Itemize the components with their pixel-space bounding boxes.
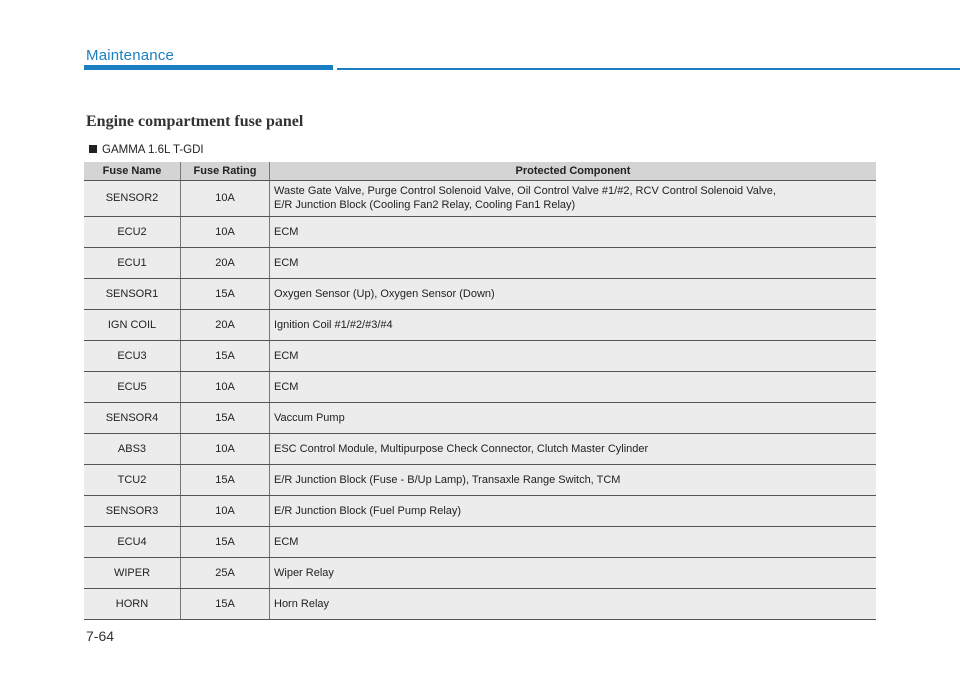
fuse-rating-cell: 10A [181,495,270,526]
protected-component-cell: ECM [270,371,877,402]
square-bullet-icon [89,145,97,153]
fuse-name-cell: ECU1 [84,247,181,278]
fuse-rating-cell: 25A [181,557,270,588]
table-row [84,588,876,619]
fuse-name-cell: SENSOR1 [84,278,181,309]
table-header-row [84,162,876,180]
component-line-2: E/R Junction Block (Cooling Fan2 Relay, Cooling Fan1 Relay) [274,199,576,211]
protected-component-cell: Ignition Coil #1/#2/#3/#4 [270,309,877,340]
protected-component-cell: Horn Relay [270,588,877,619]
fuse-name-cell: SENSOR2 [84,180,181,216]
protected-component-cell: ECM [270,526,877,557]
section-header-label: Maintenance [86,47,175,64]
fuse-table [84,162,876,620]
engine-variant-label [89,144,204,156]
fuse-rating-cell: 20A [181,309,270,340]
table-row [84,180,876,216]
table-row [84,371,876,402]
table-row [84,216,876,247]
table-row [84,557,876,588]
fuse-name-cell: IGN COIL [84,309,181,340]
fuse-rating-cell: 20A [181,247,270,278]
column-header-fuse-name: Fuse Name [84,162,181,180]
table-row [84,309,876,340]
table-row [84,402,876,433]
fuse-name-cell: ABS3 [84,433,181,464]
protected-component-cell: Vaccum Pump [270,402,877,433]
protected-component-cell: ECM [270,216,877,247]
fuse-rating-cell: 15A [181,588,270,619]
fuse-rating-cell: 10A [181,433,270,464]
fuse-name-cell: HORN [84,588,181,619]
fuse-name-cell: SENSOR4 [84,402,181,433]
fuse-name-cell: TCU2 [84,464,181,495]
fuse-rating-cell: 15A [181,402,270,433]
fuse-name-cell: ECU5 [84,371,181,402]
fuse-rating-cell: 15A [181,340,270,371]
protected-component-cell: Wiper Relay [270,557,877,588]
fuse-rating-cell: 10A [181,180,270,216]
engine-variant-text: GAMMA 1.6L T-GDI [102,144,204,156]
table-row [84,433,876,464]
fuse-name-cell: ECU2 [84,216,181,247]
header-accent-bar [84,65,333,70]
protected-component-cell: E/R Junction Block (Fuse - B/Up Lamp), Transaxle Range Switch, TCM [270,464,877,495]
fuse-rating-cell: 15A [181,278,270,309]
protected-component-cell: E/R Junction Block (Fuel Pump Relay) [270,495,877,526]
component-line-1: Waste Gate Valve, Purge Control Solenoid Valve, Oil Control Valve #1/#2, RCV Control Solenoid Valve, [274,185,776,197]
header-rule [337,68,960,70]
table-row [84,247,876,278]
fuse-name-cell: WIPER [84,557,181,588]
protected-component-cell: ECM [270,340,877,371]
column-header-protected-component: Protected Component [270,162,877,180]
page-number: 7-64 [86,628,115,644]
fuse-rating-cell: 10A [181,371,270,402]
fuse-rating-cell: 15A [181,464,270,495]
table-row [84,526,876,557]
table-row [84,278,876,309]
column-header-fuse-rating: Fuse Rating [181,162,270,180]
protected-component-cell: ESC Control Module, Multipurpose Check Connector, Clutch Master Cylinder [270,433,877,464]
table-row [84,464,876,495]
table-row [84,495,876,526]
table-row [84,340,876,371]
protected-component-cell: Oxygen Sensor (Up), Oxygen Sensor (Down) [270,278,877,309]
fuse-name-cell: SENSOR3 [84,495,181,526]
fuse-name-cell: ECU3 [84,340,181,371]
fuse-rating-cell: 10A [181,216,270,247]
page-title: Engine compartment fuse panel [86,113,304,130]
fuse-rating-cell: 15A [181,526,270,557]
protected-component-cell [270,180,877,216]
protected-component-cell: ECM [270,247,877,278]
fuse-name-cell: ECU4 [84,526,181,557]
